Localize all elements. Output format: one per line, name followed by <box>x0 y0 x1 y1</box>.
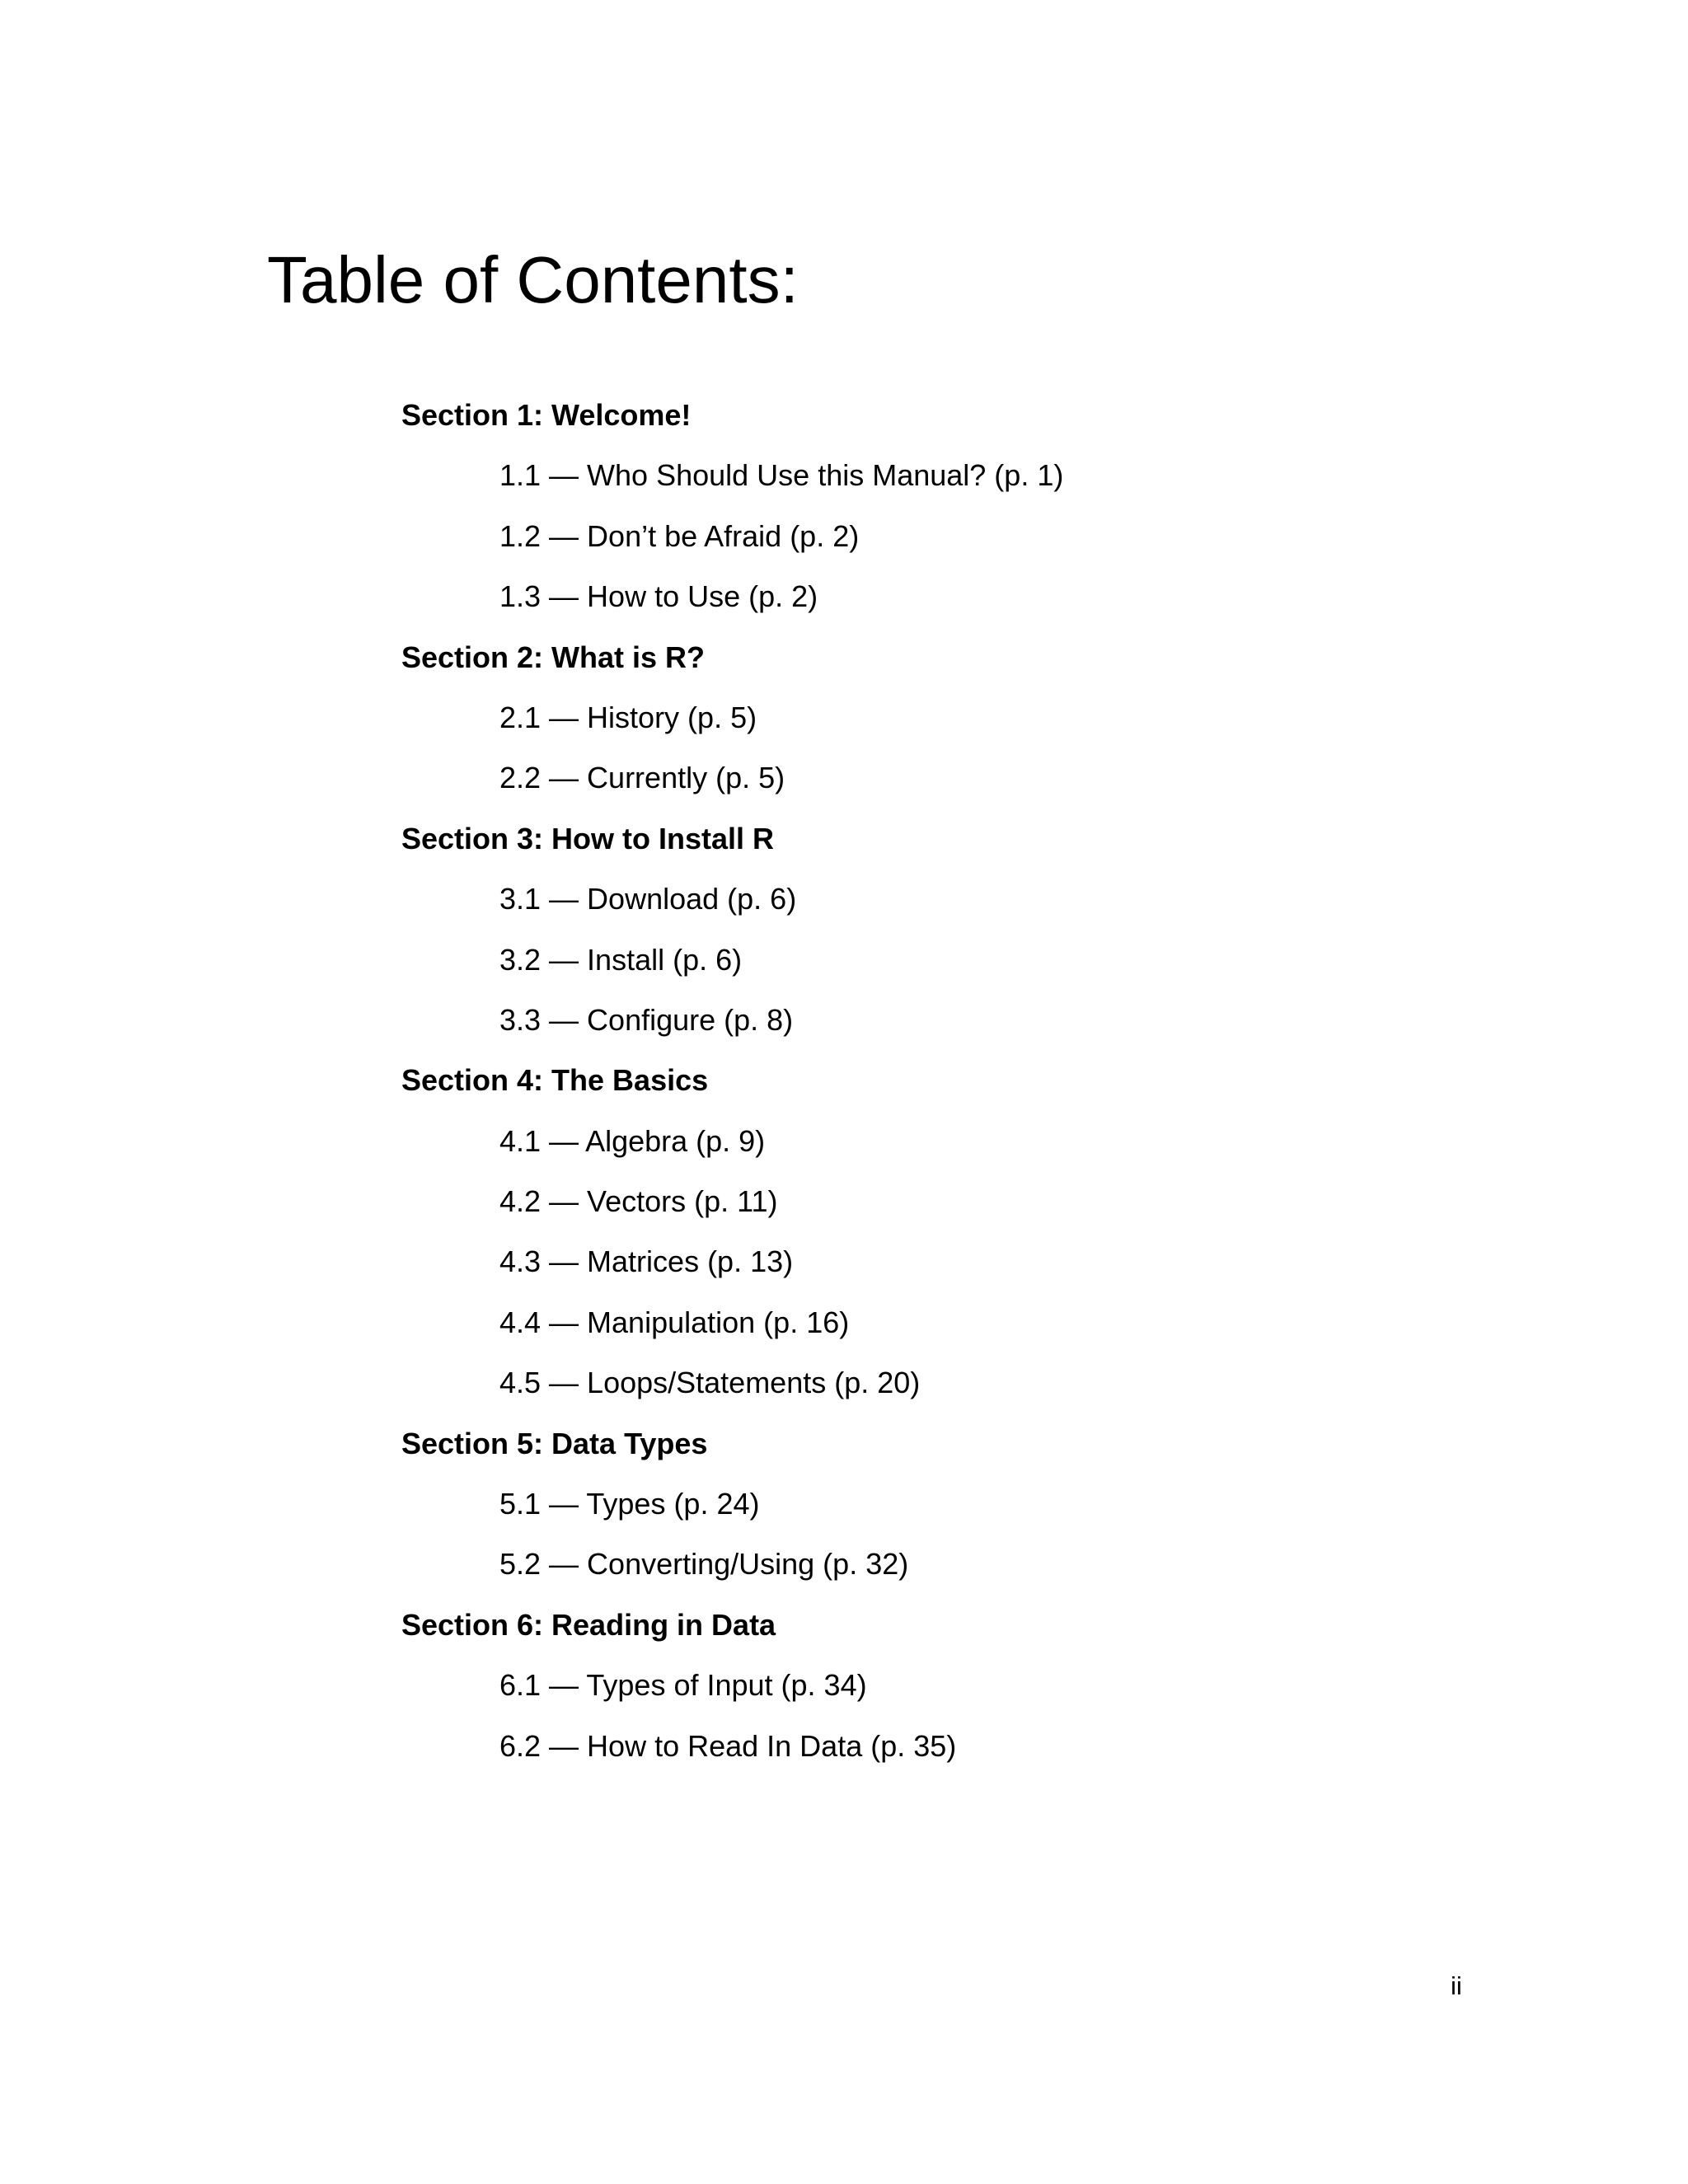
toc-entry: 3.3 — Configure (p. 8) <box>499 1002 794 1037</box>
toc-entry: 4.5 — Loops/Statements (p. 20) <box>499 1366 921 1400</box>
toc-entry: 1.1 — Who Should Use this Manual? (p. 1) <box>499 458 1064 493</box>
toc-section-heading: Section 1: Welcome! <box>401 398 692 432</box>
toc-entry: 1.3 — How to Use (p. 2) <box>499 579 818 614</box>
toc-entry: 4.3 — Matrices (p. 13) <box>499 1244 794 1279</box>
table-of-contents <box>401 392 1473 1783</box>
toc-entry: 5.1 — Types (p. 24) <box>499 1487 760 1521</box>
toc-section-heading: Section 6: Reading in Data <box>401 1607 776 1642</box>
toc-entry: 4.2 — Vectors (p. 11) <box>499 1184 778 1219</box>
toc-entry: 3.1 — Download (p. 6) <box>499 882 797 916</box>
toc-entry: 5.2 — Converting/Using (p. 32) <box>499 1547 909 1582</box>
toc-entry: 4.1 — Algebra (p. 9) <box>499 1123 766 1158</box>
toc-section-heading: Section 3: How to Install R <box>401 821 775 855</box>
toc-section-heading: Section 4: The Basics <box>401 1063 709 1098</box>
toc-entry: 4.4 — Manipulation (p. 16) <box>499 1305 850 1339</box>
toc-entry: 3.2 — Install (p. 6) <box>499 942 743 977</box>
toc-entry: 1.2 — Don’t be Afraid (p. 2) <box>499 518 860 553</box>
page-title: Table of Contents: <box>267 243 799 316</box>
toc-entry: 6.2 — How to Read In Data (p. 35) <box>499 1728 957 1763</box>
toc-section-heading: Section 5: Data Types <box>401 1426 708 1460</box>
page-number: ii <box>1451 1971 1462 2000</box>
toc-section-heading: Section 2: What is R? <box>401 640 706 674</box>
toc-entry: 6.1 — Types of Input (p. 34) <box>499 1668 867 1703</box>
toc-entry: 2.2 — Currently (p. 5) <box>499 761 785 795</box>
toc-entry: 2.1 — History (p. 5) <box>499 700 757 734</box>
